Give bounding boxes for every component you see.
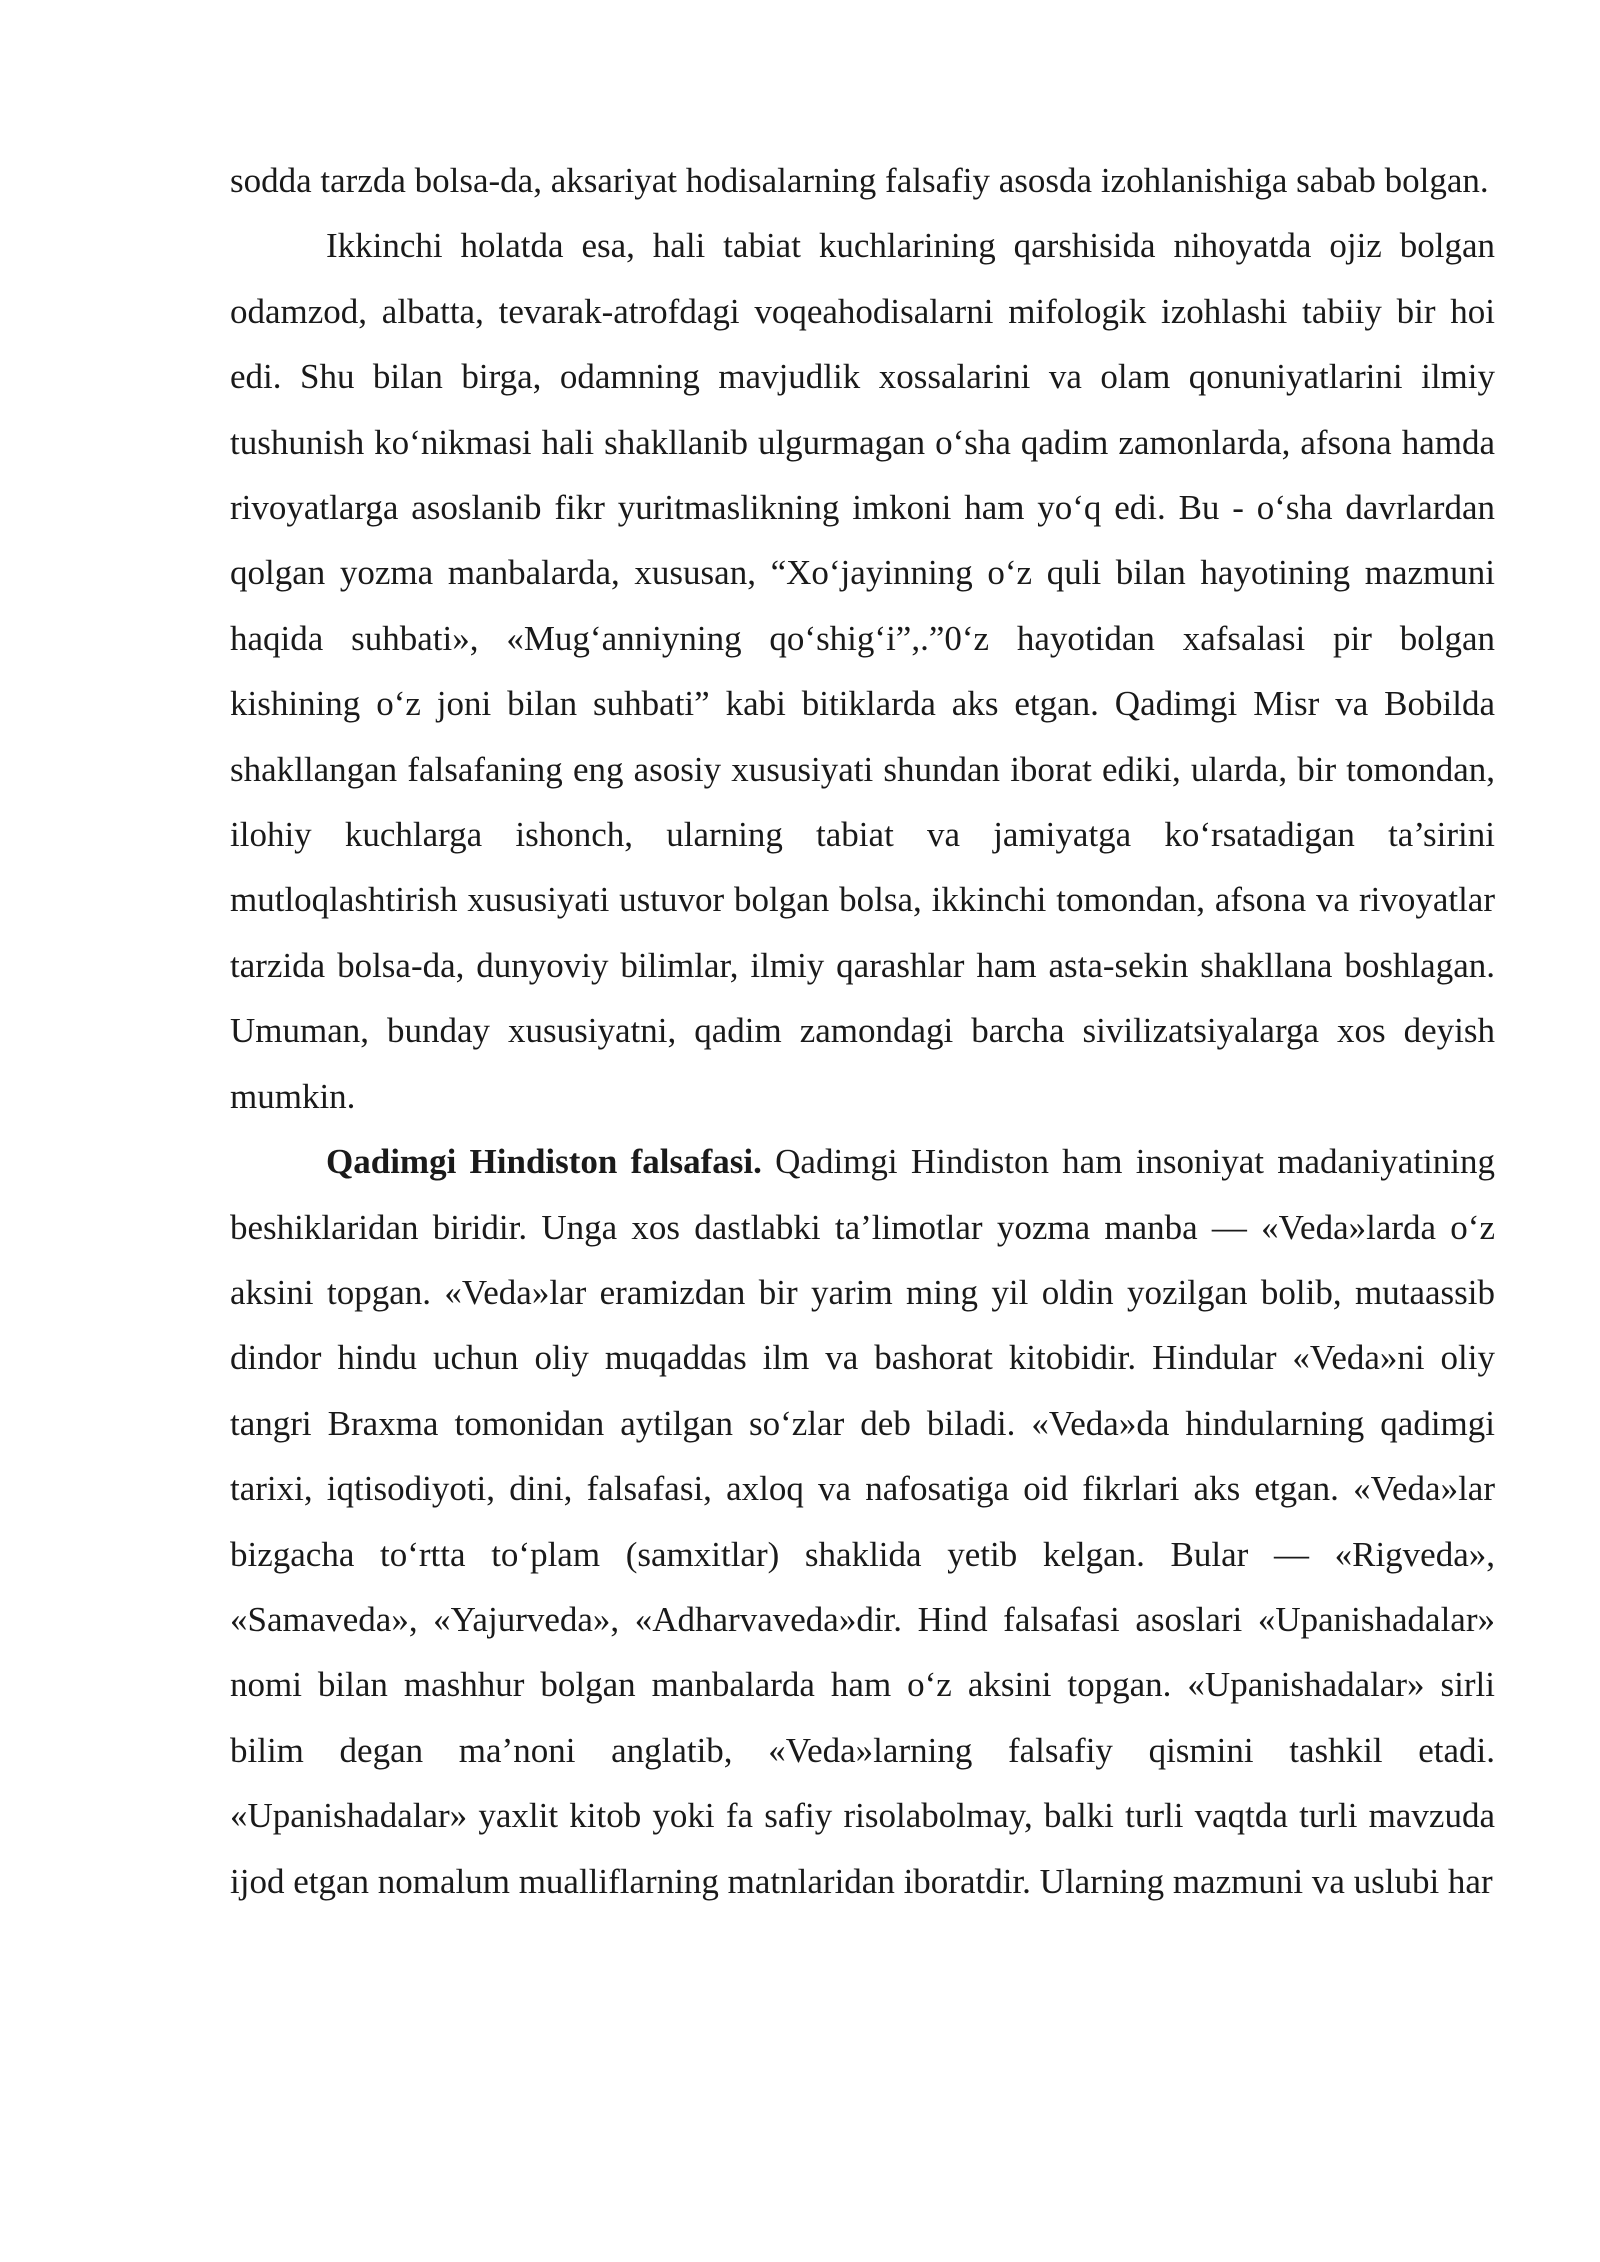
paragraph-mythology: Ikkinchi holatda esa, hali tabiat kuchlarining qarshisida nihoyatda ojiz bolgan odamzod, albatta, tevarak-atrofdagi voqeahodisalarni mifologik izohlashi tabiiy bir hoi edi. Shu bilan birga, odamning mavjudlik xossalarini va olam qonuniyatlarini ilmiy tushunish ko‘nikmasi hali shakllanib ulgurmagan o‘sha qadim zamonlarda, afsona hamda rivoyatlarga asoslanib fikr yuritmaslikning imkoni ham yo‘q edi. Bu - o‘sha davrlardan qolgan yozma manbalarda, xususan, “Xo‘jayinning o‘z quli bilan hayotining mazmuni haqida suhbati», «Mug‘anniyning qo‘shig‘i”,.”0‘z hayotidan xafsalasi pir bolgan kishining o‘z joni bilan suhbati” kabi bitiklarda aks etgan. Qadimgi Misr va Bobilda shakllangan falsafaning eng asosiy xususiyati shundan iborat ediki, ularda, bir tomondan, ilohiy kuchlarga ishonch, ularning tabiat va jamiyatga ko‘rsatadigan ta’sirini mutloqlashtirish xususiyati ustuvor bolgan bolsa, ikkinchi tomondan, afsona va rivoyatlar tarzida bolsa-da, dunyoviy bilimlar, ilmiy qarashlar ham asta-sekin shakllana boshlagan. Umuman, bunday xususiyatni, qadim zamondagi barcha sivilizatsiyalarga xos deyish mumkin.	[230, 226, 1495, 1116]
body-text	[230, 148, 1495, 1914]
section-heading-india: Qadimgi Hindiston falsafasi.	[326, 1142, 762, 1182]
paragraph-india-philosophy	[230, 1129, 1495, 1914]
paragraph-india-text: Qadimgi Hindiston ham insoniyat madaniyatining beshiklaridan biridir. Unga xos dastlabki ta’limotlar yozma manba — «Veda»larda o‘z aksini topgan. «Veda»lar eramizdan bir yarim ming yil oldin yozilgan bolib, mutaassib dindor hindu uchun oliy muqaddas ilm va bashorat kitobidir. Hindular «Veda»ni oliy tangri Braxma tomonidan aytilgan so‘zlar deb biladi. «Veda»da hindularning qadimgi tarixi, iqtisodiyoti, dini, falsafasi, axloq va nafosatiga oid fikrlari aks etgan. «Veda»lar bizgacha to‘rtta to‘plam (samxitlar) shaklida yetib kelgan. Bular — «Rigveda», «Samaveda», «Yajurveda», «Adharvaveda»dir. Hind falsafasi asoslari «Upanishadalar» nomi bilan mashhur bolgan manbalarda ham o‘z aksini topgan. «Upanishadalar» sirli bilim degan ma’noni anglatib, «Veda»larning falsafiy qismini tashkil etadi. «Upanishadalar» yaxlit kitob yoki fa safiy risolabolmay, balki turli vaqtda turli mavzuda ijod etgan nomalum mualliflarning matnlaridan iboratdir. Ularning mazmuni va uslubi har	[230, 1142, 1495, 1901]
paragraph-continuation: sodda tarzda bolsa-da, aksariyat hodisalarning falsafiy asosda izohlanishiga sabab bolgan.	[230, 161, 1489, 200]
